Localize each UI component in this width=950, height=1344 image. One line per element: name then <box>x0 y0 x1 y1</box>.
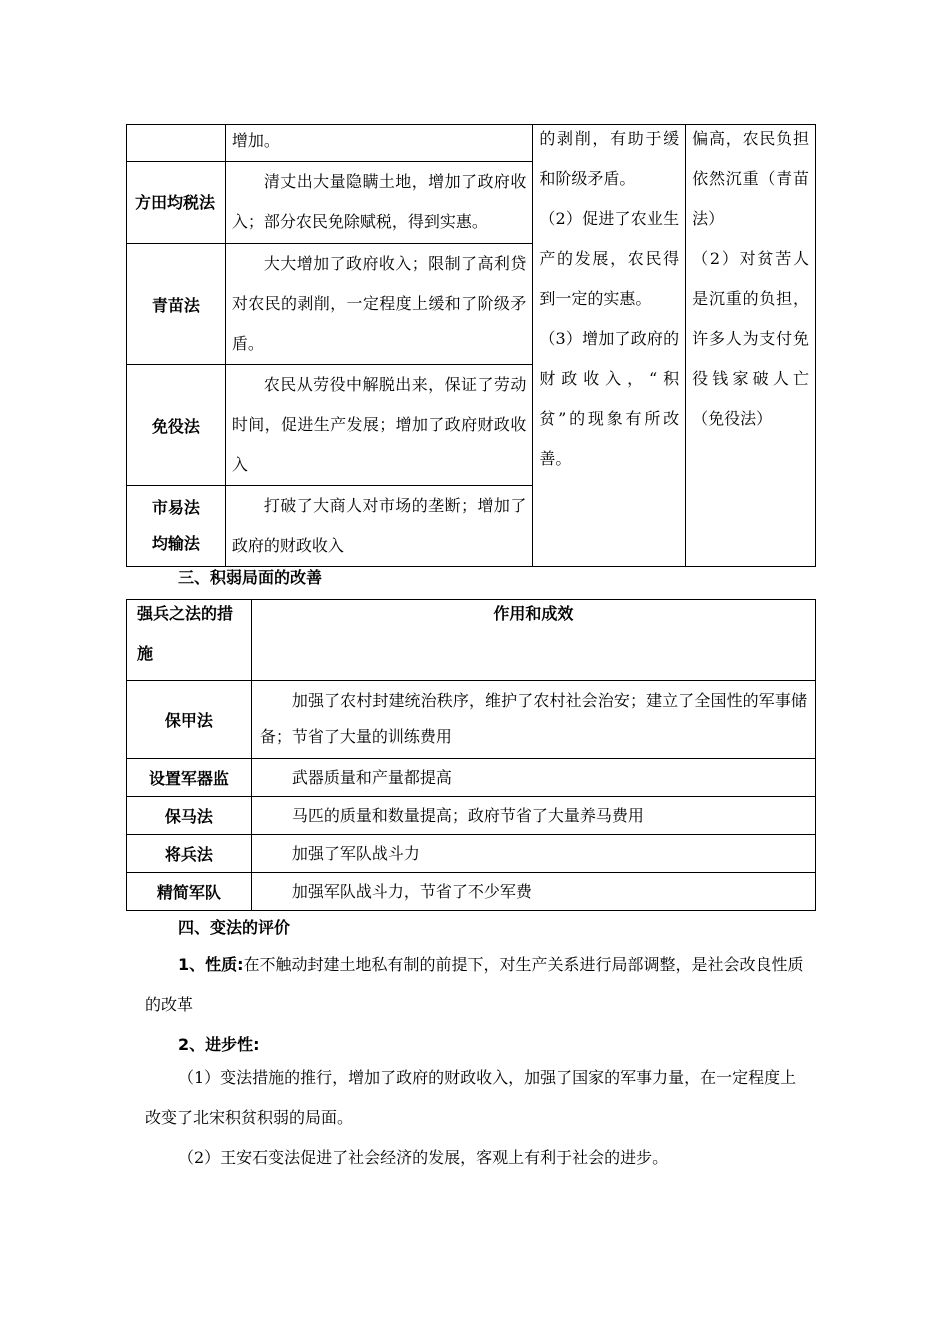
t2-name-cell <box>127 797 252 835</box>
t1-effect-cell <box>225 365 532 486</box>
nature-lead: 1、性质: <box>178 955 244 974</box>
t2-name-text: 将兵法 <box>164 845 213 864</box>
military-measures-table <box>126 599 816 911</box>
t2-name-cell <box>127 759 252 797</box>
t1-effect-text: 打破了大商人对市场的垄断；增加了政府的财政收入 <box>231 496 527 555</box>
t1-name-cell <box>127 125 226 162</box>
t1-name-cell <box>127 244 226 365</box>
t1-name-cell <box>127 365 226 486</box>
t1-name-cell <box>127 486 226 567</box>
t2-effect-text: 武器质量和产量都提高 <box>291 767 452 787</box>
t2-effect-cell <box>251 759 815 797</box>
t1-name-text: 方田均税法 <box>135 192 216 212</box>
t1-effect-text: 大大增加了政府收入；限制了高利贷对农民的剥削，一定程度上缓和了阶级矛盾。 <box>231 254 527 353</box>
t2-name-cell <box>127 835 252 873</box>
t1-effect-cell <box>225 162 532 244</box>
t1-effect-cell <box>225 125 532 162</box>
t2-effect-cell <box>251 681 815 759</box>
paragraph-nature <box>145 945 810 1025</box>
progress-lead: 2、进步性: <box>178 1035 260 1054</box>
t2-effect-text: 加强了农村封建统治秩序，维护了农村社会治安；建立了全国性的军事储备；节省了大量的训练费用 <box>259 691 807 746</box>
t2-effect-cell <box>251 873 815 911</box>
t1-effect-text: 增加。 <box>231 131 280 150</box>
t2-effect-cell <box>251 797 815 835</box>
t1-effect-cell <box>225 486 532 567</box>
t1-col4-text: 偏高，农民负担依然沉重（青苗法） （2）对贫苦人是沉重的负担，许多人为支付免役钱家破人亡（免役法） <box>692 129 809 428</box>
t2-header-measure <box>127 600 252 681</box>
t2-name-text: 保甲法 <box>164 711 213 730</box>
reform-effects-table <box>126 124 816 567</box>
t1-name-text: 免役法 <box>151 416 200 436</box>
t2-name-cell <box>127 681 252 759</box>
t2-name-cell <box>127 873 252 911</box>
t2-effect-text: 加强军队战斗力，节省了不少军费 <box>291 881 532 901</box>
paragraph-progress-2: （2）王安石变法促进了社会经济的发展，客观上有利于社会的进步。 <box>178 1148 669 1167</box>
t2-header-effect-text: 作用和成效 <box>493 604 574 623</box>
t1-effect-text: 清丈出大量隐瞒土地，增加了政府收入；部分农民免除赋税，得到实惠。 <box>231 172 527 231</box>
t1-col3-cell <box>533 125 686 567</box>
t1-name-text: 市易法 均输法 <box>151 498 200 553</box>
nature-text: 在不触动封建土地私有制的前提下，对生产关系进行局部调整，是社会改良性质的改革 <box>145 955 804 1014</box>
t2-header-measure-text: 强兵之法的措施 <box>137 604 234 663</box>
t1-col4-cell <box>686 125 816 567</box>
t1-effect-cell <box>225 244 532 365</box>
t2-header-effect <box>251 600 815 681</box>
t2-effect-cell <box>251 835 815 873</box>
t1-name-cell <box>127 162 226 244</box>
section3-heading: 三、积弱局面的改善 <box>178 568 323 587</box>
t2-name-text: 精简军队 <box>156 883 221 902</box>
t1-name-text: 青苗法 <box>151 295 200 315</box>
t1-col3-text: 的剥削，有助于缓和阶级矛盾。 （2）促进了农业生产的发展，农民得到一定的实惠。 （3）增加了政府的财政收入，“积贫”的现象有所改善。 <box>539 129 680 468</box>
section4-heading: 四、变法的评价 <box>178 918 291 937</box>
t2-effect-text: 马匹的质量和数量提高；政府节省了大量养马费用 <box>291 805 644 825</box>
t2-name-text: 设置军器监 <box>148 769 229 788</box>
t1-effect-text: 农民从劳役中解脱出来，保证了劳动时间，促进生产发展；增加了政府财政收入 <box>231 375 527 474</box>
t2-effect-text: 加强了军队战斗力 <box>291 843 420 863</box>
paragraph-progress-1: （1）变法措施的推行，增加了政府的财政收入，加强了国家的军事力量，在一定程度上改变了北宋积贫积弱的局面。 <box>145 1068 797 1127</box>
t2-name-text: 保马法 <box>164 807 213 826</box>
